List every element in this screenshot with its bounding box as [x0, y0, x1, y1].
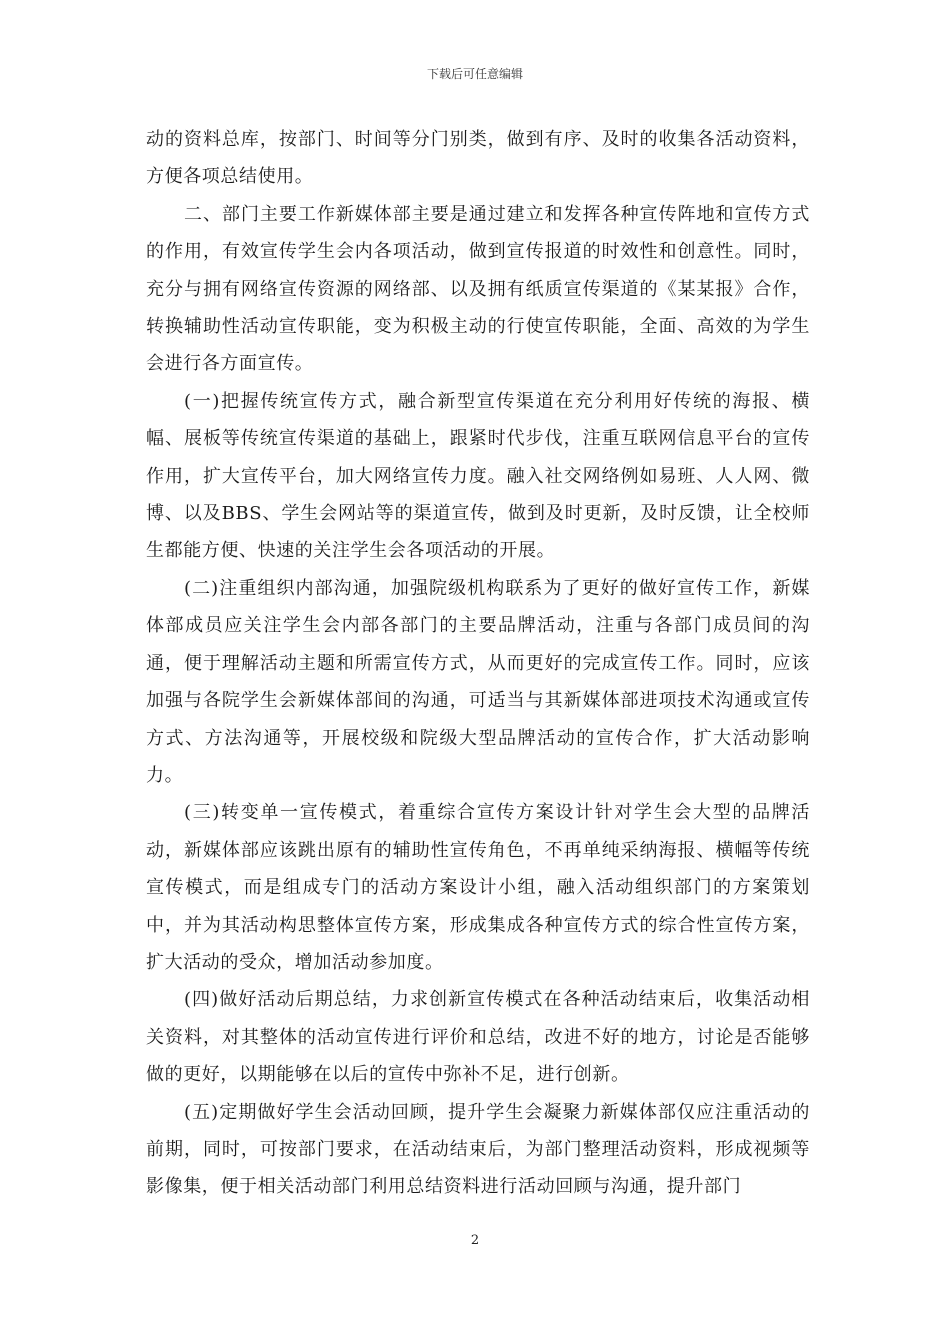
paragraph-item-five: (五)定期做好学生会活动回顾，提升学生会凝聚力新媒体部仅应注重活动的前期，同时，可按部门要求，在活动结束后，为部门整理活动资料，形成视频等影像集，便于相关活动部门利用总结资料进行活动回顾与沟通，提升部门	[146, 1101, 810, 1198]
paragraph-item-two: (二)注重组织内部沟通，加强院级机构联系为了更好的做好宣传工作，新媒体部成员应关注学生会内部各部门的主要品牌活动，注重与各部门成员间的沟通，便于理解活动主题和所需宣传方式，从而更好的完成宣传工作。同时，应该加强与各院学生会新媒体部间的沟通，可适当与其新媒体部进项技术沟通或宣传方式、方法沟通等，开展校级和院级大型品牌活动的宣传合作，扩大活动影响力。	[146, 577, 810, 786]
paragraph-item-one: (一)把握传统宣传方式，融合新型宣传渠道在充分利用好传统的海报、横幅、展板等传统宣传渠道的基础上，跟紧时代步伐，注重互联网信息平台的宣传作用，扩大宣传平台，加大网络宣传力度。融入社交网络例如易班、人人网、微博、以及BBS、学生会网站等的渠道宣传，做到及时更新，及时反馈，让全校师生都能方便、快速的关注学生会各项活动的开展。	[146, 390, 810, 562]
paragraph-item-four: (四)做好活动后期总结，力求创新宣传模式在各种活动结束后，收集活动相关资料，对其整体的活动宣传进行评价和总结，改进不好的地方，讨论是否能够做的更好，以期能够在以后的宣传中弥补不足，进行创新。	[146, 989, 810, 1086]
document-body	[146, 121, 810, 1206]
paragraph-continuation: 动的资料总库，按部门、时间等分门别类，做到有序、及时的收集各活动资料，方便各项总结使用。	[146, 129, 810, 188]
paragraph-item-three: (三)转变单一宣传模式，着重综合宣传方案设计针对学生会大型的品牌活动，新媒体部应该跳出原有的辅助性宣传角色，不再单纯采纳海报、横幅等传统宣传模式，而是组成专门的活动方案设计小组，融入活动组织部门的方案策划中，并为其活动构思整体宣传方案，形成集成各种宣传方式的综合性宣传方案，扩大活动的受众，增加活动参加度。	[146, 802, 810, 973]
paragraph-section-two: 二、部门主要工作新媒体部主要是通过建立和发挥各种宣传阵地和宣传方式的作用，有效宣传学生会内各项活动，做到宣传报道的时效性和创意性。同时，充分与拥有网络宣传资源的网络部、以及拥有纸质宣传渠道的《某某报》合作，转换辅助性活动宣传职能，变为积极主动的行使宣传职能，全面、高效的为学生会进行各方面宣传。	[146, 203, 810, 375]
page-number: 2	[470, 1233, 480, 1248]
page-header-note: 下载后可任意编辑	[426, 67, 523, 81]
